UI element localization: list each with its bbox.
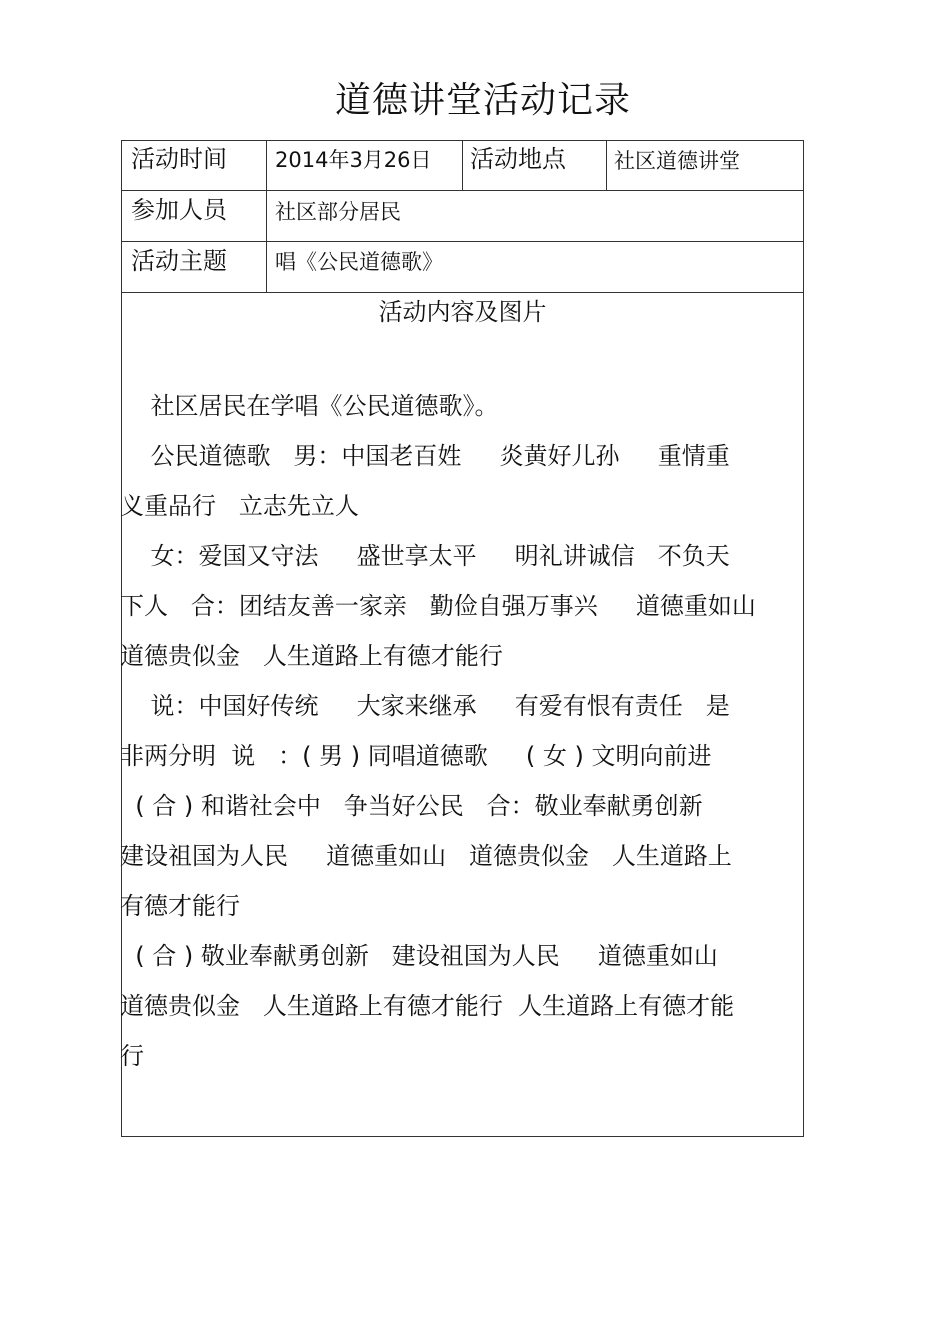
content-line: 社区居民在学唱《公民道德歌》。: [120, 392, 499, 420]
content-line: ( 合 ) 和谐社会中 争当好公民 合：敬业奉献勇创新: [120, 792, 703, 820]
content-line: 行: [120, 1042, 144, 1070]
activity-location-label: 活动地点: [470, 145, 566, 173]
content-body: [120, 381, 804, 1081]
content-line: 女：爱国又守法 盛世享太平 明礼讲诚信 不负天: [120, 542, 730, 570]
activity-time-label: 活动时间: [131, 145, 227, 173]
activity-time-value: 2014年3月26日: [275, 148, 432, 172]
column-divider: [266, 140, 267, 293]
content-line: 非两分明 说 ：( 男 ) 同唱道德歌 ( 女 ) 文明向前进: [120, 742, 712, 770]
activity-location-value: 社区道德讲堂: [614, 149, 740, 173]
content-line: 公民道德歌 男：中国老百姓 炎黄好儿孙 重情重: [120, 442, 730, 470]
content-line: 道德贵似金 人生道路上有德才能行: [120, 642, 503, 670]
content-line: 有德才能行: [120, 892, 240, 920]
column-divider: [462, 140, 463, 191]
activity-theme-value: 唱《公民道德歌》: [275, 250, 443, 274]
content-line: 下人 合：团结友善一家亲 勤俭自强万事兴 道德重如山: [120, 592, 756, 620]
content-line: 道德贵似金 人生道路上有德才能行 人生道路上有德才能: [120, 992, 735, 1020]
content-line: 说：中国好传统 大家来继承 有爱有恨有责任 是: [120, 692, 730, 720]
column-divider: [606, 140, 607, 191]
content-line: 义重品行 立志先立人: [120, 492, 359, 520]
document-title: 道德讲堂活动记录: [334, 80, 631, 121]
content-line: ( 合 ) 敬业奉献勇创新 建设祖国为人民 道德重如山: [120, 942, 718, 970]
activity-theme-label: 活动主题: [131, 247, 227, 275]
participants-label: 参加人员: [131, 196, 227, 224]
content-section-header: 活动内容及图片: [378, 298, 547, 326]
participants-value: 社区部分居民: [275, 200, 401, 224]
content-line: 建设祖国为人民 道德重如山 道德贵似金 人生道路上: [120, 842, 732, 870]
